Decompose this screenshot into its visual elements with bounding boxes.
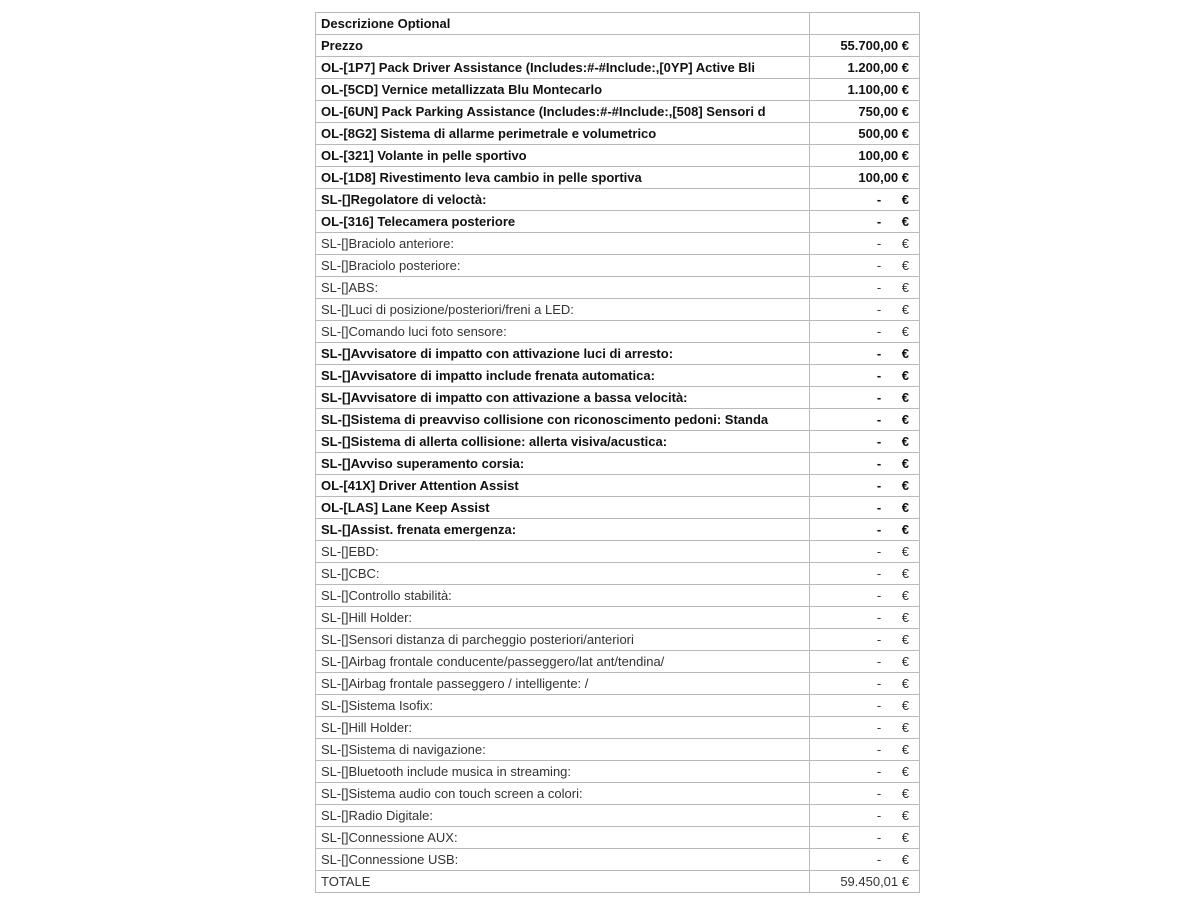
row-price-cell: 750,00 € — [810, 101, 920, 123]
price-dash: - — [876, 830, 882, 845]
euro-symbol: € — [901, 192, 909, 207]
row-description-cell: SL-[]Radio Digitale: — [316, 805, 810, 827]
table-row — [316, 475, 920, 497]
price-dash: - — [876, 698, 882, 713]
table-row — [316, 761, 920, 783]
row-price-cell — [810, 453, 920, 475]
table-row — [316, 563, 920, 585]
price-dash: - — [876, 500, 882, 515]
row-description-cell: SL-[]Airbag frontale passeggero / intelligente: / — [316, 673, 810, 695]
price-dash: - — [876, 324, 882, 339]
row-price-cell — [810, 211, 920, 233]
table-row — [316, 211, 920, 233]
euro-symbol: € — [901, 456, 909, 471]
euro-symbol: € — [901, 698, 909, 713]
table-body — [316, 13, 920, 871]
table-row — [316, 717, 920, 739]
total-label-cell: TOTALE — [316, 871, 810, 893]
row-price-cell — [810, 585, 920, 607]
price-dash: - — [876, 610, 882, 625]
row-description-cell: SL-[]Avvisatore di impatto con attivazione luci di arresto: — [316, 343, 810, 365]
price-dash: - — [876, 368, 882, 383]
row-description-cell: OL-[316] Telecamera posteriore — [316, 211, 810, 233]
row-description-cell: SL-[]Braciolo anteriore: — [316, 233, 810, 255]
table-row — [316, 233, 920, 255]
row-price-cell — [810, 541, 920, 563]
table-row — [316, 585, 920, 607]
row-description-cell: SL-[]Controllo stabilità: — [316, 585, 810, 607]
table-row — [316, 123, 920, 145]
row-price-cell — [810, 299, 920, 321]
price-dash: - — [876, 544, 882, 559]
row-description-cell: OL-[5CD] Vernice metallizzata Blu Montecarlo — [316, 79, 810, 101]
table-row — [316, 387, 920, 409]
row-price-cell: 500,00 € — [810, 123, 920, 145]
euro-symbol: € — [901, 852, 909, 867]
euro-symbol: € — [901, 302, 909, 317]
row-price-cell — [810, 717, 920, 739]
euro-symbol: € — [901, 280, 909, 295]
price-dash: - — [876, 346, 882, 361]
euro-symbol: € — [901, 610, 909, 625]
price-dash: - — [876, 764, 882, 779]
table-row — [316, 497, 920, 519]
row-description-cell: SL-[]Luci di posizione/posteriori/freni a LED: — [316, 299, 810, 321]
price-dash: - — [876, 566, 882, 581]
row-description-cell: SL-[]Connessione USB: — [316, 849, 810, 871]
row-description-cell: OL-[321] Volante in pelle sportivo — [316, 145, 810, 167]
table-row — [316, 145, 920, 167]
total-row — [316, 871, 920, 893]
euro-symbol: € — [901, 720, 909, 735]
table-row — [316, 519, 920, 541]
table-header-row — [316, 13, 920, 35]
table-row — [316, 189, 920, 211]
row-price-cell — [810, 233, 920, 255]
table-row — [316, 409, 920, 431]
row-price-cell: 100,00 € — [810, 167, 920, 189]
price-dash: - — [876, 258, 882, 273]
price-dash: - — [876, 390, 882, 405]
price-dash: - — [876, 852, 882, 867]
row-description-cell: SL-[]Sistema audio con touch screen a colori: — [316, 783, 810, 805]
row-description-cell: SL-[]Braciolo posteriore: — [316, 255, 810, 277]
row-description-cell: OL-[1P7] Pack Driver Assistance (Includes:#-#Include:,[0YP] Active Bli — [316, 57, 810, 79]
row-description-cell: SL-[]Sistema Isofix: — [316, 695, 810, 717]
table-row — [316, 35, 920, 57]
table-row — [316, 299, 920, 321]
row-description-cell: SL-[]Avviso superamento corsia: — [316, 453, 810, 475]
euro-symbol: € — [901, 346, 909, 361]
euro-symbol: € — [901, 258, 909, 273]
table-row — [316, 629, 920, 651]
table-row — [316, 651, 920, 673]
row-description-cell: SL-[]ABS: — [316, 277, 810, 299]
euro-symbol: € — [901, 324, 909, 339]
row-price-cell: 55.700,00 € — [810, 35, 920, 57]
row-price-cell — [810, 475, 920, 497]
table-row — [316, 343, 920, 365]
price-dash: - — [876, 412, 882, 427]
table-row — [316, 453, 920, 475]
euro-symbol: € — [901, 676, 909, 691]
row-price-cell — [810, 343, 920, 365]
euro-symbol: € — [901, 830, 909, 845]
row-description-cell: OL-[LAS] Lane Keep Assist — [316, 497, 810, 519]
table-row — [316, 607, 920, 629]
row-price-cell — [810, 805, 920, 827]
row-description-cell: SL-[]Avvisatore di impatto include frenata automatica: — [316, 365, 810, 387]
optional-price-table — [315, 12, 920, 893]
row-description-cell: SL-[]Airbag frontale conducente/passeggero/lat ant/tendina/ — [316, 651, 810, 673]
price-dash: - — [876, 676, 882, 691]
row-price-cell — [810, 607, 920, 629]
row-description-cell: SL-[]Avvisatore di impatto con attivazione a bassa velocità: — [316, 387, 810, 409]
row-description-cell: OL-[6UN] Pack Parking Assistance (Includes:#-#Include:,[508] Sensori d — [316, 101, 810, 123]
row-description-cell: SL-[]Bluetooth include musica in streaming: — [316, 761, 810, 783]
row-price-cell — [810, 849, 920, 871]
row-description-cell: SL-[]Sistema di allerta collisione: allerta visiva/acustica: — [316, 431, 810, 453]
row-price-cell — [810, 563, 920, 585]
row-description-cell: Prezzo — [316, 35, 810, 57]
table-row — [316, 541, 920, 563]
table-row — [316, 783, 920, 805]
row-description-cell: SL-[]Hill Holder: — [316, 607, 810, 629]
euro-symbol: € — [901, 478, 909, 493]
table-row — [316, 805, 920, 827]
row-description-cell: SL-[]Sensori distanza di parcheggio posteriori/anteriori — [316, 629, 810, 651]
row-price-cell — [810, 651, 920, 673]
price-dash: - — [876, 742, 882, 757]
price-dash: - — [876, 808, 882, 823]
row-description-cell: SL-[]Assist. frenata emergenza: — [316, 519, 810, 541]
euro-symbol: € — [901, 786, 909, 801]
header-value-cell — [810, 13, 920, 35]
row-description-cell: SL-[]Regolatore di veloctà: — [316, 189, 810, 211]
euro-symbol: € — [901, 236, 909, 251]
price-dash: - — [876, 632, 882, 647]
euro-symbol: € — [901, 390, 909, 405]
row-price-cell — [810, 739, 920, 761]
table-row — [316, 57, 920, 79]
row-price-cell — [810, 321, 920, 343]
table-row — [316, 673, 920, 695]
euro-symbol: € — [901, 588, 909, 603]
euro-symbol: € — [901, 654, 909, 669]
table-row — [316, 365, 920, 387]
euro-symbol: € — [901, 214, 909, 229]
row-price-cell: 1.200,00 € — [810, 57, 920, 79]
row-description-cell: OL-[1D8] Rivestimento leva cambio in pelle sportiva — [316, 167, 810, 189]
row-price-cell — [810, 783, 920, 805]
table-row — [316, 255, 920, 277]
row-price-cell — [810, 695, 920, 717]
row-price-cell — [810, 673, 920, 695]
euro-symbol: € — [901, 632, 909, 647]
price-dash: - — [876, 786, 882, 801]
row-description-cell: OL-[8G2] Sistema di allarme perimetrale e volumetrico — [316, 123, 810, 145]
price-dash: - — [876, 192, 882, 207]
row-price-cell — [810, 409, 920, 431]
row-price-cell: 100,00 € — [810, 145, 920, 167]
euro-symbol: € — [901, 522, 909, 537]
euro-symbol: € — [901, 764, 909, 779]
euro-symbol: € — [901, 434, 909, 449]
table-row — [316, 167, 920, 189]
row-price-cell — [810, 629, 920, 651]
price-dash: - — [876, 456, 882, 471]
total-value-cell: 59.450,01 € — [810, 871, 920, 893]
row-price-cell — [810, 387, 920, 409]
row-price-cell — [810, 277, 920, 299]
row-price-cell — [810, 519, 920, 541]
table-row — [316, 695, 920, 717]
euro-symbol: € — [901, 808, 909, 823]
price-dash: - — [876, 214, 882, 229]
row-description-cell: SL-[]EBD: — [316, 541, 810, 563]
price-dash: - — [876, 588, 882, 603]
price-dash: - — [876, 478, 882, 493]
table-row — [316, 739, 920, 761]
row-description-cell: SL-[]Comando luci foto sensore: — [316, 321, 810, 343]
table-row — [316, 431, 920, 453]
table-row — [316, 321, 920, 343]
price-dash: - — [876, 236, 882, 251]
row-description-cell: SL-[]Sistema di navigazione: — [316, 739, 810, 761]
euro-symbol: € — [901, 500, 909, 515]
euro-symbol: € — [901, 742, 909, 757]
table-row — [316, 79, 920, 101]
euro-symbol: € — [901, 544, 909, 559]
table-row — [316, 827, 920, 849]
price-dash: - — [876, 302, 882, 317]
row-description-cell: SL-[]Sistema di preavviso collisione con riconoscimento pedoni: Standa — [316, 409, 810, 431]
price-dash: - — [876, 654, 882, 669]
row-price-cell — [810, 827, 920, 849]
price-dash: - — [876, 720, 882, 735]
euro-symbol: € — [901, 566, 909, 581]
price-dash: - — [876, 522, 882, 537]
row-description-cell: SL-[]Connessione AUX: — [316, 827, 810, 849]
header-description-cell: Descrizione Optional — [316, 13, 810, 35]
euro-symbol: € — [901, 368, 909, 383]
row-price-cell: 1.100,00 € — [810, 79, 920, 101]
euro-symbol: € — [901, 412, 909, 427]
row-price-cell — [810, 255, 920, 277]
row-description-cell: OL-[41X] Driver Attention Assist — [316, 475, 810, 497]
table-row — [316, 849, 920, 871]
table-row — [316, 101, 920, 123]
price-dash: - — [876, 280, 882, 295]
row-price-cell — [810, 365, 920, 387]
row-price-cell — [810, 497, 920, 519]
row-price-cell — [810, 431, 920, 453]
row-description-cell: SL-[]CBC: — [316, 563, 810, 585]
table-row — [316, 277, 920, 299]
row-description-cell: SL-[]Hill Holder: — [316, 717, 810, 739]
row-price-cell — [810, 761, 920, 783]
row-price-cell — [810, 189, 920, 211]
price-dash: - — [876, 434, 882, 449]
